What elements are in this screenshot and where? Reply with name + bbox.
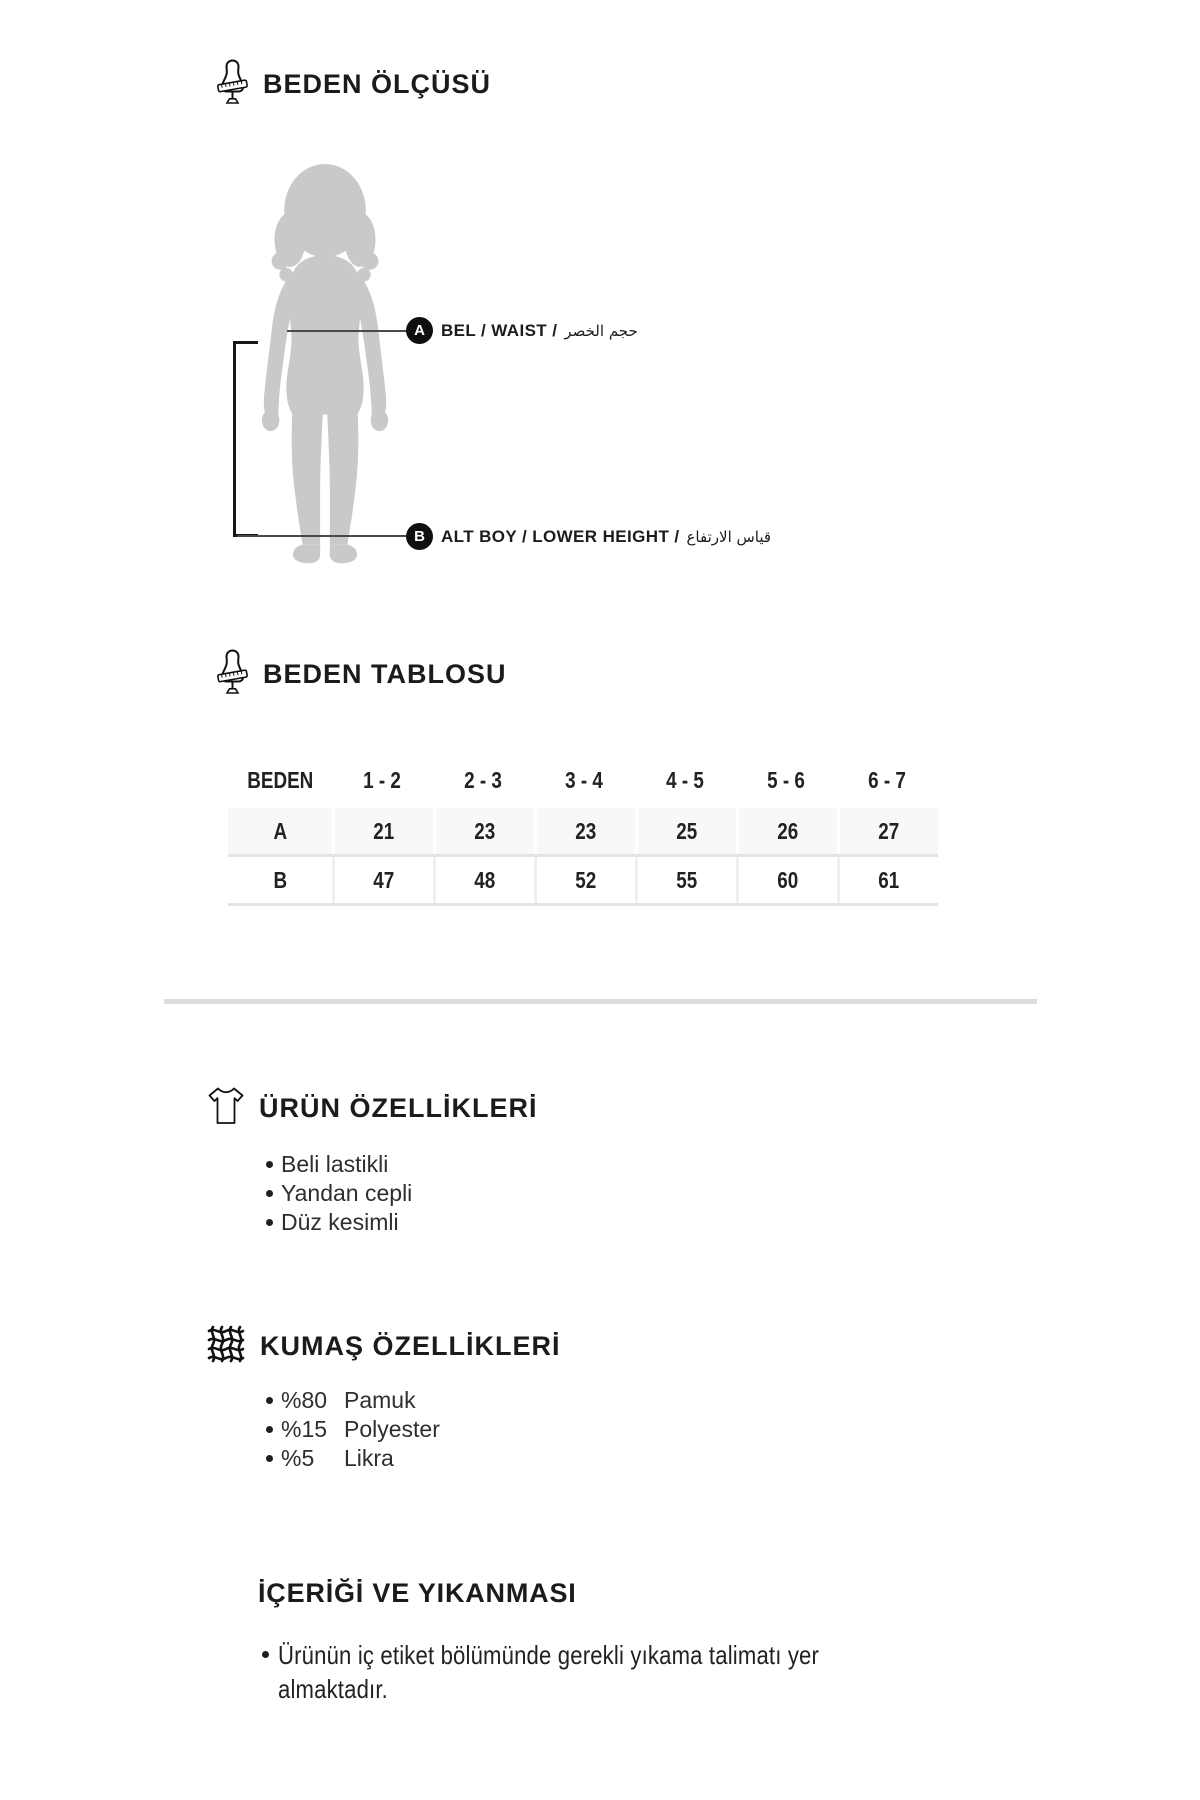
size-table xyxy=(228,753,938,906)
list-item: %5 Likra xyxy=(266,1444,440,1473)
product-feature-list xyxy=(266,1150,412,1237)
list-item: Düz kesimli xyxy=(266,1208,412,1237)
list-item: %80 Pamuk xyxy=(266,1386,440,1415)
row-label-cell: A xyxy=(273,817,287,844)
care-note-text: Ürünün iç etiket bölümünde gerekli yıkama talimatı yer almaktadır. xyxy=(278,1640,820,1704)
header-cell: 6 - 7 xyxy=(868,767,907,793)
value-cell: 25 xyxy=(635,808,736,854)
row-label-cell: B xyxy=(273,866,287,893)
table-row-b xyxy=(228,857,938,906)
table-row-a xyxy=(228,808,938,857)
value-cell: 55 xyxy=(635,857,736,903)
mannequin-icon xyxy=(216,649,249,700)
section-divider xyxy=(164,999,1037,1004)
height-bracket-vertical xyxy=(233,341,236,537)
fabric-features-heading xyxy=(206,1324,561,1368)
list-item: %15 Polyester xyxy=(266,1415,440,1444)
badge-a xyxy=(406,317,433,344)
value-cell: 27 xyxy=(837,808,938,854)
header-cell: 1 - 2 xyxy=(363,767,402,793)
value-cell: 23 xyxy=(534,808,635,854)
care-note xyxy=(262,1638,1038,1706)
waist-label-arabic: حجم الخصر xyxy=(564,321,638,340)
list-item: Yandan cepli xyxy=(266,1179,412,1208)
size-measure-heading xyxy=(216,60,491,108)
size-table-title: BEDEN TABLOSU xyxy=(263,658,507,689)
badge-b xyxy=(406,523,433,550)
header-cell: BEDEN xyxy=(246,767,314,793)
lower-height-label-arabic: قياس الارتفاع xyxy=(686,527,772,546)
product-features-heading xyxy=(207,1086,538,1130)
size-table-heading xyxy=(216,650,507,698)
badge-b-letter: B xyxy=(414,528,425,545)
value-cell: 48 xyxy=(433,857,534,903)
header-cell: 3 - 4 xyxy=(565,767,604,793)
care-section-title: İÇERİĞİ VE YIKANMASI xyxy=(258,1578,577,1608)
fabric-weave-icon xyxy=(206,1324,246,1369)
value-cell: 47 xyxy=(332,857,433,903)
waist-callout-line xyxy=(287,330,407,332)
waist-label xyxy=(441,317,638,344)
value-cell: 61 xyxy=(837,857,938,903)
fabric-composition-list xyxy=(266,1386,440,1473)
value-cell: 26 xyxy=(736,808,837,854)
size-measure-title: BEDEN ÖLÇÜSÜ xyxy=(263,68,492,99)
lower-height-label-text: ALT BOY / LOWER HEIGHT / xyxy=(441,526,680,546)
height-bracket-top-tick xyxy=(233,341,258,344)
header-cell: 2 - 3 xyxy=(464,767,503,793)
header-cell: 5 - 6 xyxy=(767,767,806,793)
fabric-features-title: KUMAŞ ÖZELLİKLERİ xyxy=(260,1330,561,1361)
waist-label-text: BEL / WAIST / xyxy=(441,320,558,340)
badge-a-letter: A xyxy=(414,322,425,339)
child-silhouette xyxy=(242,162,408,570)
list-item: Beli lastikli xyxy=(266,1150,412,1179)
value-cell: 52 xyxy=(534,857,635,903)
value-cell: 23 xyxy=(433,808,534,854)
value-cell: 21 xyxy=(332,808,433,854)
lower-height-label xyxy=(441,523,771,550)
mannequin-icon xyxy=(216,59,249,110)
size-table-header-row xyxy=(228,753,938,808)
value-cell: 60 xyxy=(736,857,837,903)
bullet-dot xyxy=(262,1651,269,1658)
header-cell: 4 - 5 xyxy=(666,767,705,793)
tshirt-icon xyxy=(207,1086,245,1131)
height-callout-line xyxy=(237,535,408,537)
product-features-title: ÜRÜN ÖZELLİKLERİ xyxy=(259,1092,538,1123)
